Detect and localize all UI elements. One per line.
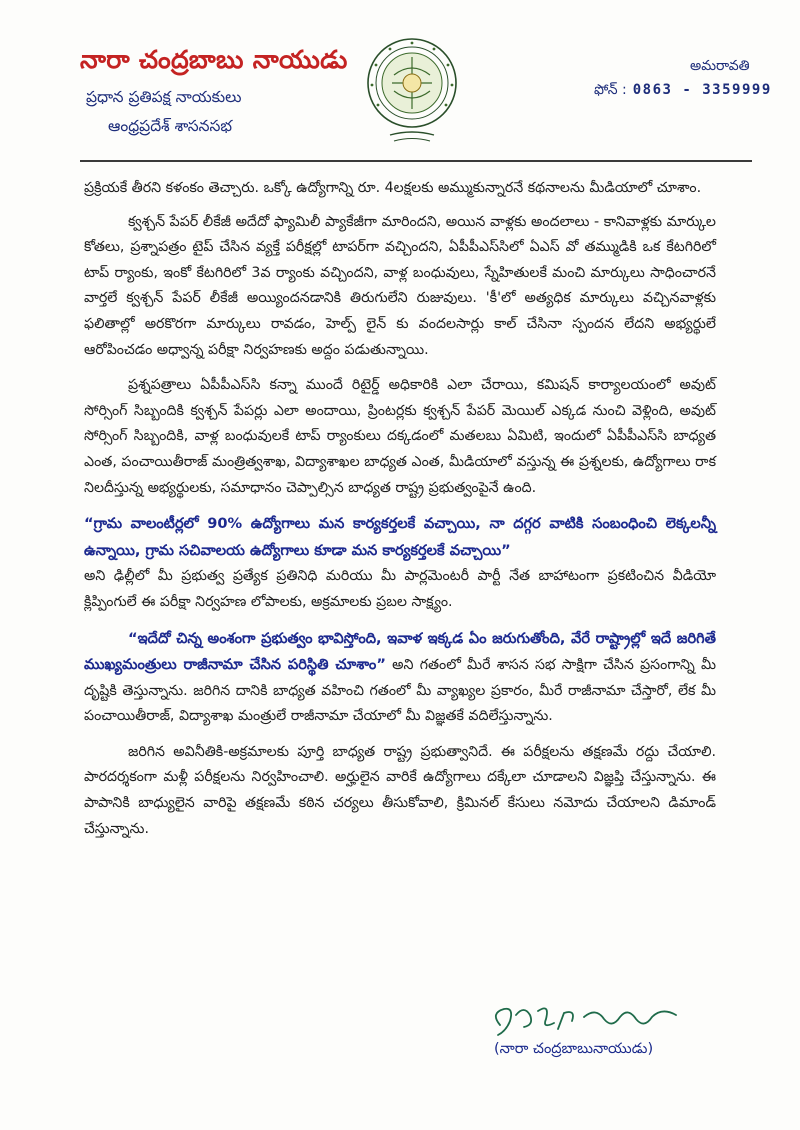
leader-name: నారా చంద్రబాబు నాయుడు: [80, 45, 348, 74]
header-divider: [80, 160, 752, 162]
paragraph-5-text: అని గతంలో మీరే శాసన సభ సాక్షిగా చేసిన ప్రసంగాన్ని మీ దృష్టికి తెస్తున్నాను. జరిగిన దానికి బాధ్యత వహించి గతంలో మీ వ్యాఖ్యల ప్రకారం, మీరే రాజీనామా చేస్తారో, లేక మీ పంచాయితీరాజ్, విద్యాశాఖ మంత్రులే రాజీనామా చేయాలో మీ విజ్ఞతకే వదిలేస్తున్నాను.: [84, 657, 717, 725]
quote-volunteers: “గ్రామ వాలంటీర్లలో 90% ఉద్యోగాలు మన కార్యకర్తలకే వచ్చాయి, నా దగ్గర వాటికి సంబంధించి లెక్కలన్నీ ఉన్నాయి, గ్రామ సచివాలయ ఉద్యోగాలు కూడా మన కార్యకర్తలకే వచ్చాయి”: [84, 515, 716, 559]
paragraph-4: [84, 511, 716, 615]
signatory-name: (నారా చంద్రబాబునాయుడు): [494, 1041, 654, 1057]
letter-body: [84, 176, 716, 852]
phone-label: ఫోన్ :: [594, 82, 627, 98]
paragraph-2: క్వశ్చన్ పేపర్ లీకేజీ అదేదో ఫ్యామిలీ ప్యాకేజీగా మారిందని, అయిన వాళ్లకు అందలాలు - కానివాళ్లకు మార్కుల కోతలు, ప్రశ్నాపత్రం టైప్ చేసిన వ్యక్తే పరీక్షల్లో టాపర్‌గా వచ్చిందని, ఏపీపీఎస్‌సిలో ఏఎస్ వో తమ్ముడికి ఒక కేటగిరిలో టాప్ ర్యాంకు, ఇంకో కేటగిరిలో 3వ ర్యాంకు వచ్చిందని, వాళ్ల బంధువులు, స్నేహితులకే మంచి మార్కులు సాధించారనే వార్తలే క్వశ్చన్ పేపర్ లీకేజీ అయ్యిందనడానికి తిరుగులేని రుజువులు. 'కీ'లో అత్యధిక మార్కులు వచ్చినవాళ్లకు ఫలితాల్లో అరకొరగా మార్కులు రావడం, హెల్ప్ లైన్ కు వందలసార్లు కాల్ చేసినా స్పందన లేదని అభ్యర్థులే ఆరోపించడం అధ్వాన్న పరీక్షా నిర్వహణకు అద్దం పడుతున్నాయి.: [84, 213, 716, 358]
phone-line: [594, 82, 772, 101]
signature-block: [470, 995, 730, 1075]
assembly-name: ఆంధ్రప్రదేశ్ శాసనసభ: [108, 117, 233, 135]
paragraph-3: ప్రశ్నపత్రాలు ఏపీపీఎస్‌సి కన్నా ముందే రిటైర్డ్ అధికారికి ఎలా చేరాయి, కమిషన్ కార్యాలయంలో అవుట్ సోర్సింగ్ సిబ్బందికి క్వశ్చన్ పేపర్లు ఎలా అందాయి, ప్రింటర్లకు క్వశ్చన్ పేపర్ మెయిల్ ఎక్కడ నుంచి వెళ్లింది, అవుట్ సోర్సింగ్ సిబ్బందికి, వాళ్ల బంధువులకే టాప్ ర్యాంకులు దక్కడంలో మతలబు ఏమిటి, ఇందులో ఏపీపీఎస్‌సి బాధ్యత ఎంత, పంచాయితీరాజ్ మంత్రిత్వశాఖ, విద్యాశాఖల బాధ్యత ఎంత, మీడియాలో వస్తున్న ఈ ప్రశ్నలకు, ఉద్యోగాలు రాక నిలదీస్తున్న అభ్యర్థులకు, సమాధానం చెప్పాల్సిన బాధ్యత రాష్ట్ర ప్రభుత్వంపైనే ఉంది.: [84, 377, 716, 496]
place-name: అమరావతి: [690, 58, 750, 74]
handwritten-signature-icon: [480, 995, 710, 1045]
designation: ప్రధాన ప్రతిపక్ష నాయకులు: [86, 88, 242, 106]
phone-number: 0863 - 3359999: [632, 82, 772, 98]
paragraph-5: [84, 626, 716, 730]
ap-state-emblem-icon: [364, 35, 460, 147]
paragraph-4-text: అని ఢిల్లీలో మీ ప్రభుత్వ ప్రత్యేక ప్రతినిధి మరియు మీ పార్లమెంటరీ పార్టీ నేత బాహాటంగా ప్రకటించిన వీడియో క్లిప్పింగులే ఈ పరీక్షా నిర్వహణ లోపాలకు, అక్రమాలకు ప్రబల సాక్ష్యం.: [84, 568, 716, 610]
paragraph-6: జరిగిన అవినీతికి-అక్రమాలకు పూర్తి బాధ్యత రాష్ట్ర ప్రభుత్వానిదే. ఈ పరీక్షలను తక్షణమే రద్దు చేయాలి. పారదర్శకంగా మళ్లీ పరీక్షలను నిర్వహించాలి. అర్హులైన వారికే ఉద్యోగాలు దక్కేలా చూడాలని విజ్ఞప్తి చేస్తున్నాను. ఈ పాపానికి బాధ్యులైన వారిపై తక్షణమే కఠిన చర్యలు తీసుకోవాలి, క్రిమినల్ కేసులు నమోదు చేయాలని డిమాండ్ చేస్తున్నాను.: [84, 743, 716, 837]
letterhead: [0, 0, 800, 160]
paragraph-1: ప్రక్రియకే తీరని కళంకం తెచ్చారు. ఒక్కో ఉద్యోగాన్ని రూ. 4లక్షలకు అమ్ముకున్నారనే కథనాలను మీడియాలో చూశాం.: [84, 180, 702, 196]
quote-assembly-speech: “ఇదేదో చిన్న అంశంగా ప్రభుత్వం భావిస్తోంది, ఇవాళ ఇక్కడ ఏం జరుగుతోంది, వేరే రాష్ట్రాల్లో ఇదే జరిగితే ముఖ్యమంత్రులు రాజీనామా చేసిన పరిస్థితి చూశాం”: [84, 629, 716, 674]
